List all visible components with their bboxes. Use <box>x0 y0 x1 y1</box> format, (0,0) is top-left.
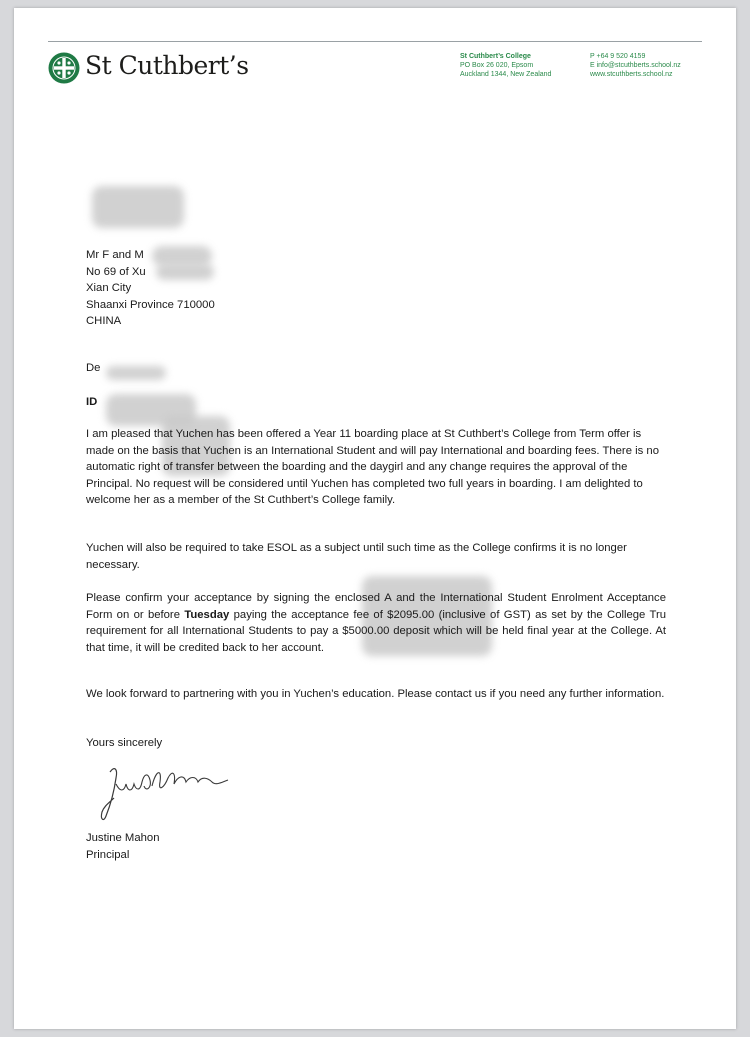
signatory-name: Justine Mahon <box>86 832 160 844</box>
redaction-blur <box>92 186 184 228</box>
signatory-title: Principal <box>86 849 130 861</box>
address-line: PO Box 26 020, Epsom <box>460 62 534 69</box>
address-line: No 69 of Xu <box>86 265 146 278</box>
esol-paragraph: Yuchen will also be required to take ESOL as a subject until such time as the College confirms it is no longer necessary. <box>86 542 627 571</box>
acceptance-text-start: Please confirm your acceptance by signing the enclosed A and the International Student Enrolment Acceptance Form on or before <box>86 592 666 621</box>
school-crest-icon <box>48 52 80 84</box>
address-line: St Cuthbert’s College <box>460 53 531 60</box>
acceptance-text-end: paying the acceptance fee of $2095.00 (inclusive of GST) as set by the College Tru requirement for all International Students to pay a $5000.00 deposit which will be held final year at the College. At that time, it will be credited back to her account. <box>86 608 666 654</box>
valediction: Yours sincerely <box>86 737 163 749</box>
website-line: www.stcuthberts.school.nz <box>590 71 673 78</box>
offer-paragraph: I am pleased that Yuchen has been offered a Year 11 boarding place at St Cuthbert’s College from Term offer is made on the basis that Yuchen is an International Student and will pay International and boarding fees. There is no automatic right of transfer between the boarding and the daygirl and any change requires the approval of the Principal. No request will be considered until Yuchen has completed two full years in boarding. I am delighted to welcome her as a member of the St Cuthbert’s College family. <box>86 428 659 506</box>
closing-paragraph: We look forward to partnering with you in Yuchen’s education. Please contact us if you need any further information. <box>86 688 665 700</box>
address-line: CHINA <box>86 315 122 327</box>
header-rule <box>48 41 702 42</box>
deadline-day: Tuesday <box>184 608 230 621</box>
acceptance-paragraph <box>86 590 666 656</box>
salutation: De <box>86 362 101 374</box>
phone-line: P +64 9 520 4159 <box>590 53 646 60</box>
school-postal-address <box>460 52 551 79</box>
address-line: Xian City <box>86 282 132 294</box>
email-line: E info@stcuthberts.school.nz <box>590 62 681 69</box>
recipient-address <box>86 247 666 330</box>
student-id-line: ID <box>86 396 98 408</box>
letter-page <box>14 8 736 1029</box>
address-line: Mr F and M <box>86 249 144 261</box>
handwritten-signature <box>96 762 236 824</box>
address-line: Shaanxi Province 710000 <box>86 298 215 311</box>
school-name-logo: St Cuthbert’s <box>85 51 249 80</box>
address-line: Auckland 1344, New Zealand <box>460 71 552 78</box>
school-contact-details <box>590 52 681 79</box>
